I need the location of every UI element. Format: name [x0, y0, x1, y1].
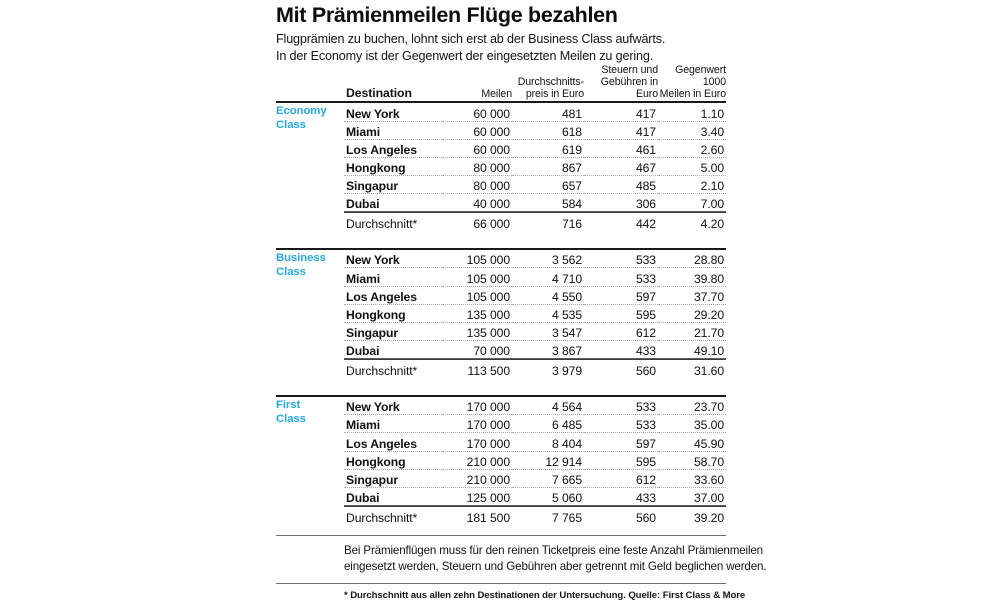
cell-miles: 170 000	[442, 433, 512, 451]
spacer-cell	[276, 231, 726, 249]
footer-note-line-2: eingesetzt werden, Steuern und Gebühren aber getrennt mit Geld beglichen werden.	[344, 559, 767, 573]
cell-value-per-1000: 21.70	[658, 322, 726, 340]
cell-destination: Los Angeles	[344, 286, 442, 304]
cell-miles: 181 500	[442, 507, 512, 525]
cell-average-price: 657	[512, 176, 584, 194]
cell-taxes-fees: 533	[635, 253, 656, 268]
cell-average-price: 618	[512, 121, 584, 139]
table-header-row	[276, 65, 726, 102]
section-label-spacer	[276, 360, 344, 378]
table-row	[276, 322, 726, 340]
cell-destination: Miami	[344, 268, 442, 286]
cell-taxes-fees: 442	[584, 213, 658, 231]
cell-average-price: 716	[512, 213, 584, 231]
cell-destination: Dubai	[344, 341, 442, 359]
cell-value-per-1000: 39.80	[658, 268, 726, 286]
cell-miles: 170 000	[442, 415, 512, 433]
cell-average-price: 867	[512, 157, 584, 175]
table-row	[276, 415, 726, 433]
subtitle-line-1: Flugprämien zu buchen, lohnt sich erst ab der Business Class aufwärts.	[276, 31, 666, 46]
section-label-spacer	[276, 176, 344, 194]
cell-miles: 135 000	[442, 304, 512, 322]
table-row-average	[276, 360, 726, 378]
column-header-average-price	[512, 65, 584, 102]
table-row	[276, 176, 726, 194]
cell-miles: 60 000	[442, 139, 512, 157]
section-label-spacer	[276, 341, 344, 359]
table-row	[276, 451, 726, 469]
cell-taxes-fees: 467	[584, 157, 658, 175]
cell-taxes-fees: 595	[584, 451, 658, 469]
section-label-spacer	[276, 157, 344, 175]
cell-value-per-1000: 37.70	[658, 286, 726, 304]
section-label-line-1: First	[276, 398, 301, 411]
cell-destination: Durchschnitt*	[344, 213, 442, 231]
column-header-value-per-1000-line-2: Meilen in Euro	[659, 88, 726, 101]
cell-taxes-fees: 433	[584, 341, 658, 359]
section-label-spacer	[276, 286, 344, 304]
cell-destination: Los Angeles	[344, 139, 442, 157]
cell-destination: Hongkong	[344, 157, 442, 175]
column-header-average-price-line-2: preis in Euro	[525, 88, 584, 101]
section-label-line-2: Class	[276, 266, 306, 279]
section-label-spacer	[276, 433, 344, 451]
table-row-average	[276, 213, 726, 231]
cell-destination: Los Angeles	[344, 433, 442, 451]
cell-miles: 105 000	[466, 253, 510, 268]
cell-miles: 210 000	[442, 469, 512, 487]
column-header-average-price-line-1: Durchschnitts-	[517, 76, 584, 89]
table-row	[276, 286, 726, 304]
cell-average-price: 4 564	[552, 400, 582, 415]
cell-miles: 66 000	[442, 213, 512, 231]
cell-average-price: 7 665	[512, 469, 584, 487]
footer-note	[344, 536, 767, 583]
section-label-spacer	[276, 194, 344, 212]
cell-destination: New York	[346, 106, 400, 121]
table-row	[276, 433, 726, 451]
cell-destination: Hongkong	[344, 304, 442, 322]
column-header-taxes-fees	[584, 65, 658, 102]
infographic-sheet	[276, 0, 767, 601]
table-row-average	[276, 507, 726, 525]
cell-miles: 170 000	[466, 400, 510, 415]
cell-value-per-1000: 35.00	[658, 415, 726, 433]
column-header-miles: Meilen	[481, 88, 512, 101]
cell-average-price: 12 914	[512, 451, 584, 469]
cell-taxes-fees: 612	[584, 469, 658, 487]
cell-taxes-fees: 560	[584, 360, 658, 378]
cell-destination: Miami	[344, 121, 442, 139]
section-label-spacer	[276, 139, 344, 157]
cell-destination: Hongkong	[344, 451, 442, 469]
table-row	[276, 487, 726, 505]
cell-destination: Miami	[344, 415, 442, 433]
cell-taxes-fees: 560	[584, 507, 658, 525]
cell-miles: 113 500	[442, 360, 512, 378]
cell-average-price: 3 562	[552, 253, 582, 268]
cell-taxes-fees: 597	[584, 433, 658, 451]
cell-value-per-1000: 4.20	[658, 213, 726, 231]
cell-miles: 60 000	[442, 121, 512, 139]
cell-value-per-1000: 2.10	[658, 176, 726, 194]
table-row	[276, 341, 726, 359]
cell-value-per-1000: 31.60	[658, 360, 726, 378]
cell-average-price: 4 535	[512, 304, 584, 322]
section-label-spacer	[276, 487, 344, 505]
cell-miles: 125 000	[442, 487, 512, 505]
section-label-line-1: Business	[276, 252, 326, 265]
section-label-line-2: Class	[276, 119, 306, 132]
cell-value-per-1000: 2.60	[658, 139, 726, 157]
section-spacer	[276, 378, 726, 396]
cell-value-per-1000: 29.20	[658, 304, 726, 322]
cell-miles: 80 000	[442, 176, 512, 194]
section-label-line-2: Class	[276, 413, 306, 426]
cell-average-price: 4 550	[512, 286, 584, 304]
section-label-spacer	[276, 322, 344, 340]
cell-average-price: 3 867	[512, 341, 584, 359]
section-label	[276, 397, 344, 433]
cell-destination: Dubai	[344, 194, 442, 212]
table-row	[276, 194, 726, 212]
cell-miles: 210 000	[442, 451, 512, 469]
section-spacer	[276, 525, 726, 535]
cell-miles: 105 000	[442, 268, 512, 286]
cell-destination: Durchschnitt*	[344, 360, 442, 378]
table-row	[276, 157, 726, 175]
cell-destination: Durchschnitt*	[344, 507, 442, 525]
cell-destination: Singapur	[344, 322, 442, 340]
cell-value-per-1000: 3.40	[658, 121, 726, 139]
cell-taxes-fees: 461	[584, 139, 658, 157]
cell-average-price: 4 710	[512, 268, 584, 286]
cell-value-per-1000: 58.70	[658, 451, 726, 469]
section-label-spacer	[276, 213, 344, 231]
cell-value-per-1000: 37.00	[658, 487, 726, 505]
table-row	[276, 397, 726, 415]
section-label	[276, 103, 344, 139]
cell-destination: Dubai	[344, 487, 442, 505]
cell-taxes-fees: 533	[584, 415, 658, 433]
section-label-spacer	[276, 469, 344, 487]
award-miles-table	[276, 65, 726, 534]
cell-taxes-fees: 485	[584, 176, 658, 194]
spacer-cell	[276, 525, 726, 535]
cell-average-price: 6 485	[512, 415, 584, 433]
cell-value-per-1000: 5.00	[658, 157, 726, 175]
cell-value-per-1000: 49.10	[658, 341, 726, 359]
cell-average-price: 3 547	[512, 322, 584, 340]
cell-value-per-1000: 23.70	[694, 400, 724, 415]
cell-value-per-1000: 45.90	[658, 433, 726, 451]
cell-average-price: 619	[512, 139, 584, 157]
page-title: Mit Prämienmeilen Flüge bezahlen	[276, 3, 618, 27]
header-label-spacer	[276, 65, 344, 102]
table-row	[276, 304, 726, 322]
cell-average-price: 7 765	[512, 507, 584, 525]
table-row	[276, 139, 726, 157]
section-spacer	[276, 231, 726, 249]
cell-taxes-fees: 417	[584, 121, 658, 139]
footer-note-line-1: Bei Prämienflügen muss für den reinen Ticketpreis eine feste Anzahl Prämienmeilen	[344, 543, 763, 557]
cell-miles: 105 000	[442, 286, 512, 304]
cell-destination: New York	[346, 400, 400, 415]
cell-miles: 40 000	[442, 194, 512, 212]
cell-taxes-fees: 417	[635, 106, 656, 121]
spacer-cell	[276, 378, 726, 396]
cell-value-per-1000: 1.10	[700, 106, 724, 121]
cell-value-per-1000: 28.80	[694, 253, 724, 268]
cell-average-price: 3 979	[512, 360, 584, 378]
cell-destination: Singapur	[344, 176, 442, 194]
cell-miles: 60 000	[473, 106, 510, 121]
cell-taxes-fees: 533	[584, 268, 658, 286]
column-header-taxes-fees-line-1: Steuern und	[601, 64, 658, 77]
column-header-value-per-1000	[658, 65, 726, 102]
section-label-line-1: Economy	[276, 105, 327, 118]
cell-value-per-1000: 33.60	[658, 469, 726, 487]
column-header-value-per-1000-line-1: Gegenwert 1000	[675, 64, 726, 89]
table-row	[276, 103, 726, 121]
section-label-spacer	[276, 451, 344, 469]
cell-miles: 135 000	[442, 322, 512, 340]
cell-taxes-fees: 612	[584, 322, 658, 340]
cell-average-price: 8 404	[512, 433, 584, 451]
cell-destination: New York	[346, 253, 400, 268]
cell-taxes-fees: 306	[584, 194, 658, 212]
column-header-taxes-fees-line-2: Gebühren in Euro	[600, 76, 658, 101]
cell-miles: 70 000	[442, 341, 512, 359]
cell-average-price: 481	[561, 106, 582, 121]
source-note: * Durchschnitt aus allen zehn Destinationen der Untersuchung. Quelle: First Class & More	[344, 589, 746, 601]
cell-taxes-fees: 595	[584, 304, 658, 322]
cell-value-per-1000: 39.20	[658, 507, 726, 525]
cell-average-price: 5 060	[512, 487, 584, 505]
cell-value-per-1000: 7.00	[658, 194, 726, 212]
table-row	[276, 268, 726, 286]
cell-taxes-fees: 433	[584, 487, 658, 505]
cell-destination: Singapur	[344, 469, 442, 487]
cell-taxes-fees: 597	[584, 286, 658, 304]
table-row	[276, 469, 726, 487]
subtitle-line-2: In der Economy ist der Gegenwert der eingesetzten Meilen zu gering.	[276, 49, 654, 64]
column-header-destination: Destination	[346, 86, 412, 101]
section-label	[276, 250, 344, 286]
cell-miles: 80 000	[442, 157, 512, 175]
page-subtitle	[276, 31, 726, 66]
cell-taxes-fees: 533	[635, 400, 656, 415]
table-row	[276, 121, 726, 139]
section-label-spacer	[276, 507, 344, 525]
cell-average-price: 584	[512, 194, 584, 212]
section-label-spacer	[276, 304, 344, 322]
table-row	[276, 250, 726, 268]
